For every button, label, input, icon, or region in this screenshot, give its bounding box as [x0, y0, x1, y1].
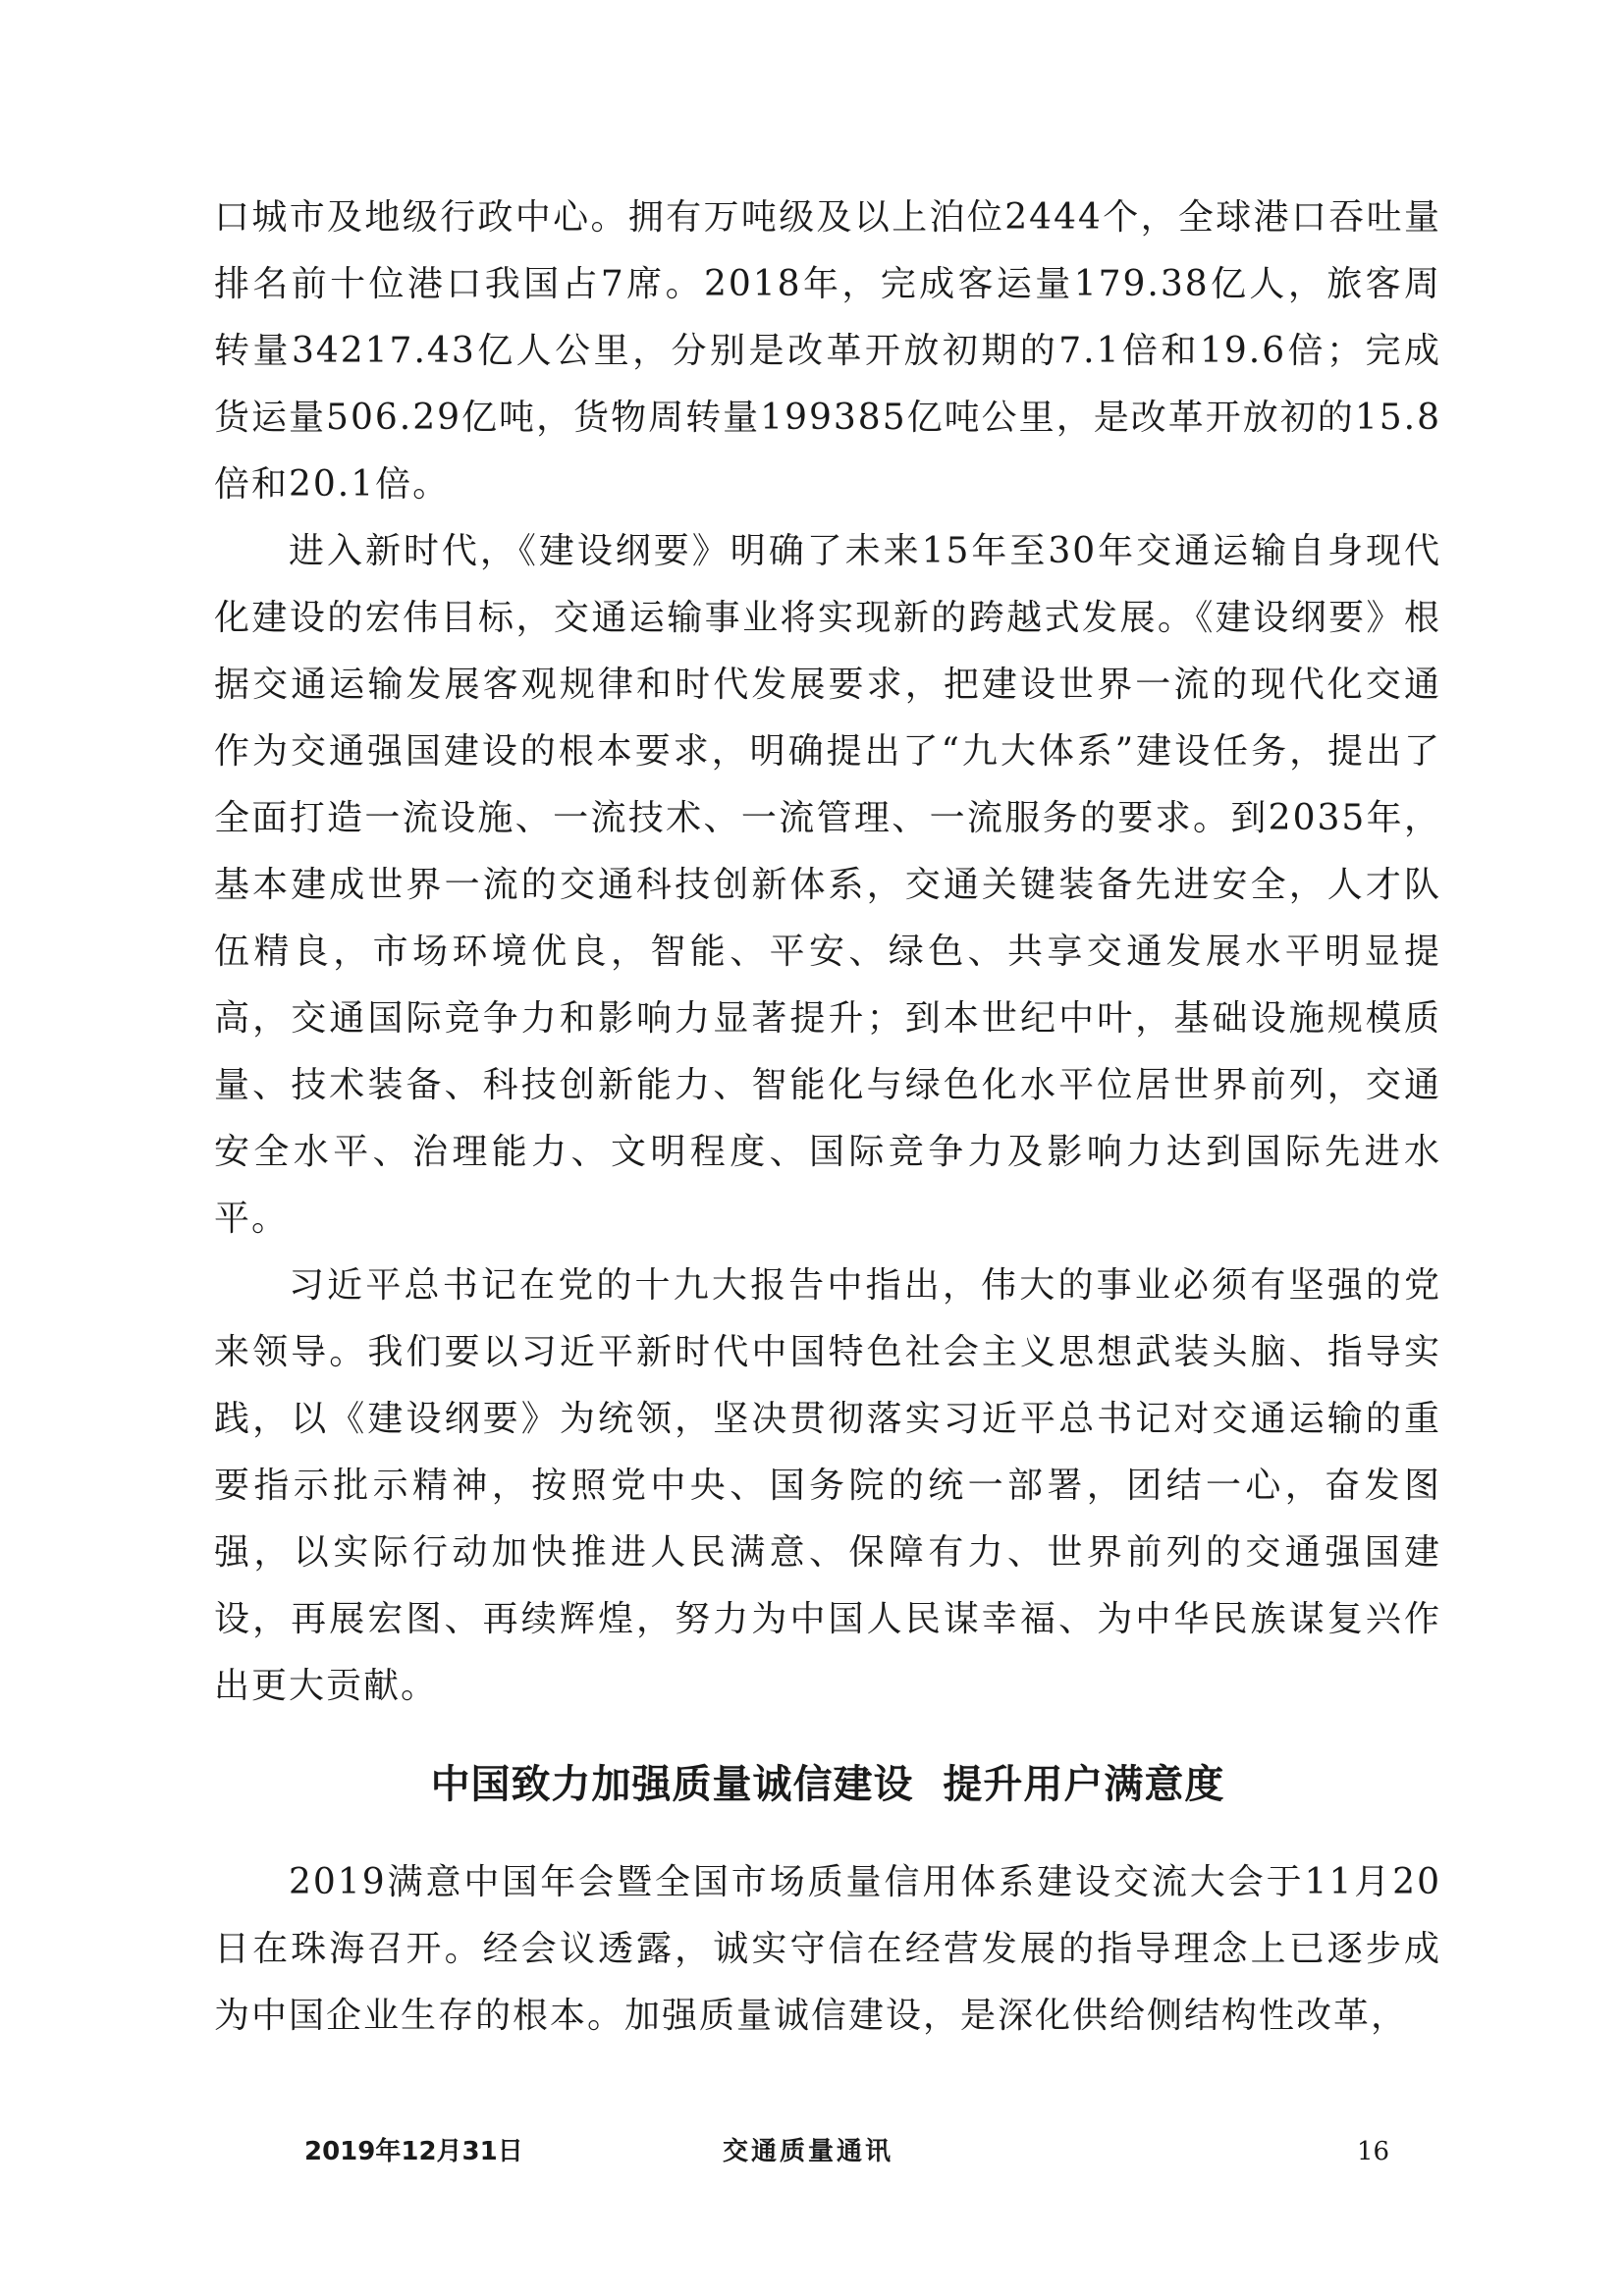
body-content — [214, 185, 1441, 2050]
footer-date: 2019年12月31日 — [304, 2137, 523, 2166]
page-footer — [0, 2132, 1623, 2171]
section-heading: 中国致力加强质量诚信建设 提升用户满意度 — [430, 1762, 1225, 1807]
paragraph-new-era-goals: 进入新时代，《建设纲要》明确了未来15年至30年交通运输自身现代化建设的宏伟目标，交通运输事业将实现新的跨越式发展。《建设纲要》根据交通运输发展客观规律和时代发展要求，把建设世界一流的现代化交通作为交通强国建设的根本要求，明确提出了“九大体系”建设任务，提出了全面打造一流设施、一流技术、一流管理、一流服务的要求。到2035年，基本建成世界一流的交通科技创新体系，交通关键装备先进安全，人才队伍精良，市场环境优良，智能、平安、绿色、共享交通发展水平明显提高，交通国际竞争力和影响力显著提升；到本世纪中叶，基础设施规模质量、技术装备、科技创新能力、智能化与绿色化水平位居世界前列，交通安全水平、治理能力、文明程度、国际竞争力及影响力达到国际先进水平。 — [214, 531, 1441, 1239]
footer-page-number: 16 — [1357, 2137, 1390, 2166]
paragraph-party-leadership: 习近平总书记在党的十九大报告中指出，伟大的事业必须有坚强的党来领导。我们要以习近平新时代中国特色社会主义思想武装头脑、指导实践，以《建设纲要》为统领，坚决贯彻落实习近平总书记对交通运输的重要指示批示精神，按照党中央、国务院的统一部署，团结一心，奋发图强，以实际行动加快推进人民满意、保障有力、世界前列的交通强国建设，再展宏图、再续辉煌，努力为中国人民谋幸福、为中华民族谋复兴作出更大贡献。 — [214, 1265, 1441, 1706]
paragraph-quality-conference: 2019满意中国年会暨全国市场质量信用体系建设交流大会于11月20日在珠海召开。经会议透露，诚实守信在经营发展的指导理念上已逐步成为中国企业生存的根本。加强质量诚信建设，是深化供给侧结构性改革， — [214, 1862, 1441, 2036]
footer-publication: 交通质量通讯 — [723, 2137, 894, 2166]
paragraph-port-statistics: 口城市及地级行政中心。拥有万吨级及以上泊位2444个，全球港口吞吐量排名前十位港口我国占7席。2018年，完成客运量179.38亿人，旅客周转量34217.43亿人公里，分别是改革开放初期的7.1倍和19.6倍；完成货运量506.29亿吨，货物周转量199385亿吨公里，是改革开放初的15.8倍和20.1倍。 — [214, 197, 1441, 505]
